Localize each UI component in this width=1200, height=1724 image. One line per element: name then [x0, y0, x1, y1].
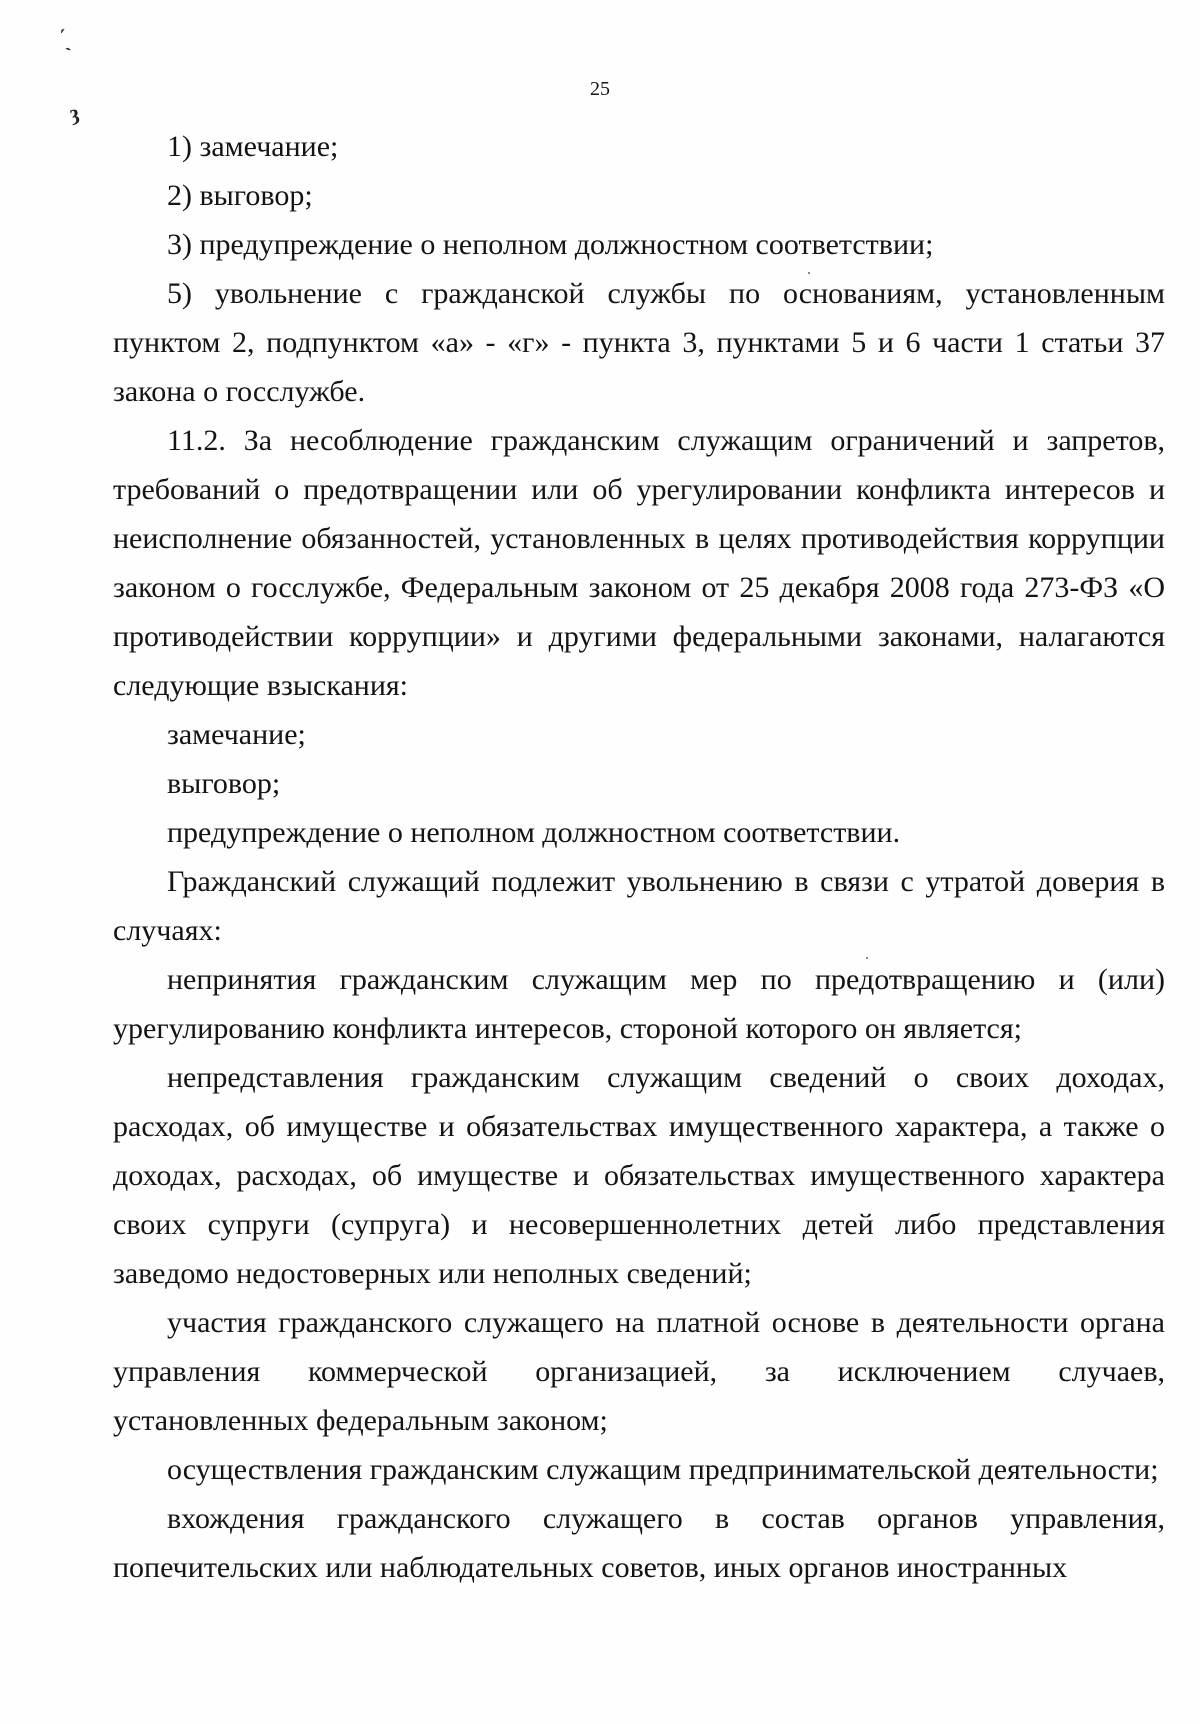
dismissal-case-foreign-bodies: вхождения гражданского служащего в состав органов управления, попечительских или наблюдательных советов, иных органов иностранных: [113, 1502, 1165, 1584]
list-item-warning: 3) предупреждение о неполном должностном соответствии;: [167, 228, 934, 261]
penalty-warning: предупреждение о неполном должностном соответствии.: [167, 816, 901, 849]
page-number: 25: [590, 78, 610, 100]
list-item-dismissal: 5) увольнение с гражданской службы по основаниям, установленным пунктом 2, подпунктом «а» - «г» - пункта 3, пунктами 5 и 6 части 1 статьи 37 закона о госслужбе.: [113, 277, 1165, 408]
dismissal-case-paid-participation: участия гражданского служащего на платной основе в деятельности органа управления коммерческой организацией, за исключением случаев, установленных федеральным законом;: [113, 1306, 1165, 1437]
penalty-reprimand: выговор;: [167, 767, 281, 800]
list-item-reprimand: 2) выговор;: [167, 179, 313, 212]
dismissal-case-business: осуществления гражданским служащим предпринимательской деятельности;: [167, 1453, 1159, 1486]
dismissal-case-conflict: непринятия гражданским служащим мер по предотвращению и (или) урегулированию конфликта интересов, стороной которого он является;: [113, 963, 1165, 1045]
list-item-reprimand-remark: 1) замечание;: [167, 130, 339, 163]
dismissal-intro: Гражданский служащий подлежит увольнению в связи с утратой доверия в случаях:: [113, 865, 1165, 947]
scan-artifact-mark: ˎ́: [58, 29, 73, 53]
dismissal-case-income: непредставления гражданским служащим сведений о своих доходах, расходах, об имуществе и обязательствах имущественного характера, а также о доходах, расходах, об имуществе и обязательствах имущественного характера своих супруги (супруга) и несовершеннолетних детей либо представления заведомо недостоверных или неполных сведений;: [113, 1061, 1165, 1290]
clause-11-2: 11.2. За несоблюдение гражданским служащим ограничений и запретов, требований о предотвращении или об урегулировании конфликта интересов и неисполнение обязанностей, установленных в целях противодействия коррупции законом о госслужбе, Федеральным законом от 25 декабря 2008 года 273-ФЗ «О противодействии коррупции» и другими федеральными законами, налагаются следующие взыскания:: [113, 424, 1165, 702]
document-body: [113, 122, 1165, 1592]
penalty-remark: замечание;: [167, 718, 306, 751]
scan-artifact-mark: ȝ: [67, 99, 81, 126]
